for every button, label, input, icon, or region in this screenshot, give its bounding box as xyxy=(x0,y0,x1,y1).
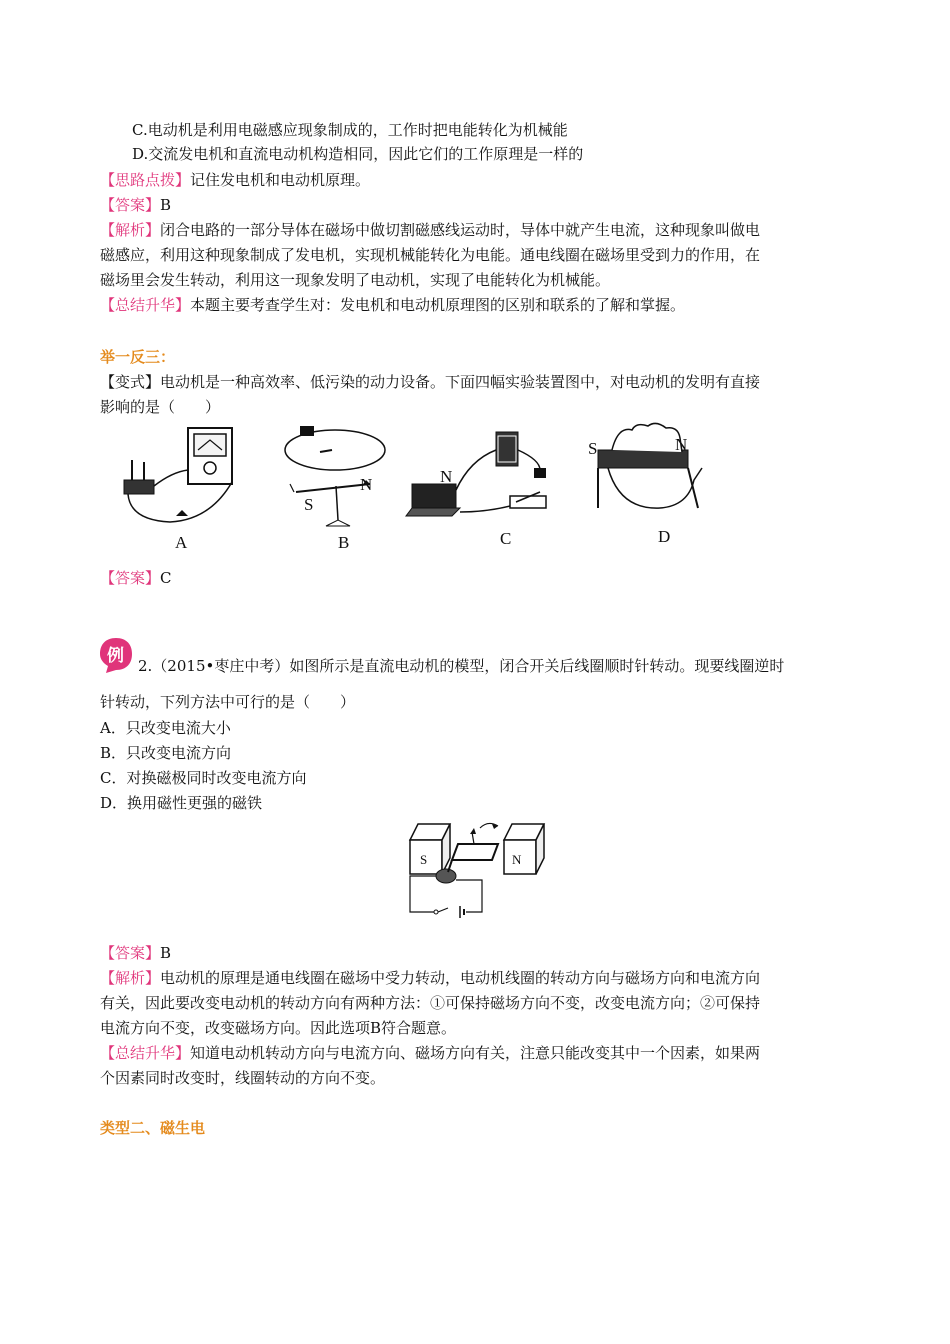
answer-text: B xyxy=(160,196,172,214)
q1-analysis-line3: 磁场里会发生转动，利用这一现象发明了电动机，实现了电能转化为机械能。 xyxy=(100,271,611,289)
label-a: A xyxy=(175,533,188,552)
example-badge xyxy=(98,636,134,678)
summary-text: 本题主要考查学生对：发电机和电动机原理图的区别和联系的了解和掌握。 xyxy=(190,296,686,314)
q2-summary-line2: 个因素同时改变时，线圈转动的方向不变。 xyxy=(100,1069,386,1087)
label-b: B xyxy=(338,533,350,552)
variant-answer xyxy=(100,566,172,590)
q1-option-c: C.电动机是利用电磁感应现象制成的，工作时把电能转化为机械能 xyxy=(132,121,568,139)
example-badge-icon xyxy=(98,636,134,674)
variant-figures xyxy=(100,420,720,555)
summary-text: 知道电动机转动方向与电流方向、磁场方向有关，注意只能改变其中一个因素，如果两 xyxy=(190,1044,761,1062)
pole-s-d: S xyxy=(588,439,598,458)
hint-tag: 【思路点拨】 xyxy=(100,171,191,189)
figure-a xyxy=(124,428,232,552)
q2-summary-line1 xyxy=(100,1041,760,1065)
q1-analysis-line1 xyxy=(100,218,760,242)
figure-d xyxy=(588,423,702,546)
pole-n: N xyxy=(512,852,522,867)
q1-answer xyxy=(100,193,171,217)
q2-option-c: C．对换磁极同时改变电流方向 xyxy=(100,769,307,787)
answer-tag: 【答案】 xyxy=(100,944,161,962)
four-apparatus-diagrams xyxy=(100,420,720,555)
q2-analysis-line1 xyxy=(100,966,760,990)
pole-s-b: S xyxy=(304,495,314,514)
q2-option-a: A．只改变电流大小 xyxy=(100,719,231,737)
variant-line2: 影响的是（ ） xyxy=(100,398,221,416)
motor-model-figure xyxy=(406,818,548,918)
pole-n-d: N xyxy=(675,435,688,454)
analysis-tag: 【解析】 xyxy=(100,221,161,239)
dc-motor-diagram xyxy=(406,818,548,918)
q2-answer xyxy=(100,941,171,965)
q2-stem-line1: 2.（2015•枣庄中考）如图所示是直流电动机的模型，闭合开关后线圈顺时针转动。现要线圈逆时 xyxy=(138,657,785,675)
summary-tag: 【总结升华】 xyxy=(100,1044,191,1062)
pole-s: S xyxy=(420,852,428,867)
answer-tag: 【答案】 xyxy=(100,196,161,214)
q2-stem-line2: 针转动，下列方法中可行的是（ ） xyxy=(100,693,356,711)
variant-line1: 【变式】电动机是一种高效率、低污染的动力设备。下面四幅实验装置图中，对电动机的发明有直接 xyxy=(100,373,761,391)
analysis-text: 闭合电路的一部分导体在磁场中做切割磁感线运动时，导体中就产生电流，这种现象叫做电 xyxy=(160,221,761,239)
pole-n-c: N xyxy=(440,467,453,486)
q2-analysis-line2: 有关，因此要改变电动机的转动方向有两种方法：①可保持磁场方向不变，改变电流方向；②可保持 xyxy=(100,994,761,1012)
pole-n-b: N xyxy=(360,475,373,494)
hint-text: 记住发电机和电动机原理。 xyxy=(190,171,371,189)
analysis-tag: 【解析】 xyxy=(100,969,161,987)
q1-hint xyxy=(100,168,370,192)
label-c: C xyxy=(500,529,512,548)
q2-option-b: B．只改变电流方向 xyxy=(100,744,232,762)
label-d: D xyxy=(658,527,671,546)
summary-tag: 【总结升华】 xyxy=(100,296,191,314)
analysis-text: 电动机的原理是通电线圈在磁场中受力转动，电动机线圈的转动方向与磁场方向和电流方向 xyxy=(160,969,761,987)
section-heading: 类型二、磁生电 xyxy=(100,1119,206,1137)
q2-analysis-line3: 电流方向不变，改变磁场方向。因此选项B符合题意。 xyxy=(100,1019,457,1037)
answer-text: C xyxy=(160,569,172,587)
variant-heading: 举一反三： xyxy=(100,348,176,366)
q1-option-d: D.交流发电机和直流电动机构造相同，因此它们的工作原理是一样的 xyxy=(132,145,584,163)
answer-text: B xyxy=(160,944,172,962)
answer-tag: 【答案】 xyxy=(100,569,161,587)
figure-c xyxy=(406,432,546,548)
q1-summary xyxy=(100,293,685,317)
q2-option-d: D．换用磁性更强的磁铁 xyxy=(100,794,263,812)
figure-b xyxy=(285,426,385,552)
badge-text: 例 xyxy=(107,646,124,666)
q1-analysis-line2: 磁感应，利用这种现象制成了发电机，实现机械能转化为电能。通电线圈在磁场里受到力的作用，在 xyxy=(100,246,761,264)
